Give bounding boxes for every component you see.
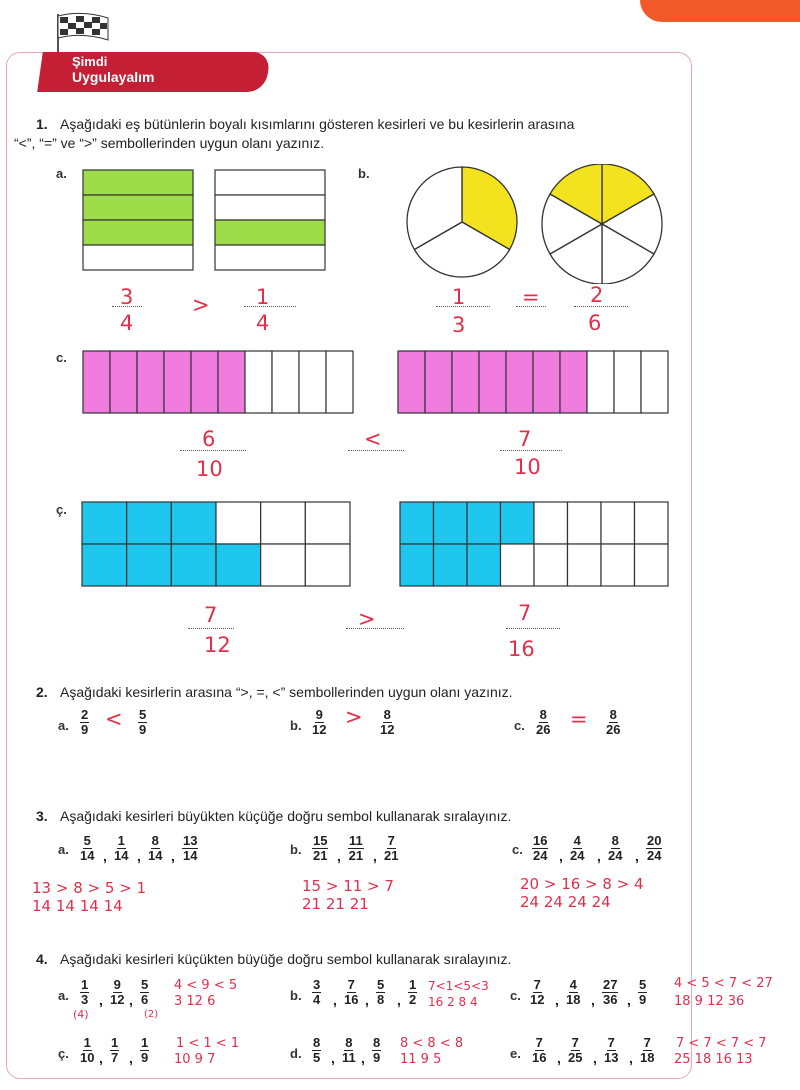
q1c-left-cell — [272, 351, 299, 413]
q3b-answer-nums: 15 > 11 > 7 — [302, 877, 394, 895]
comma: , — [635, 848, 639, 864]
q1c-right-num: 7 — [518, 427, 532, 451]
q3b-label: b. — [290, 842, 302, 857]
q3c-answer-dens: 24 24 24 24 — [520, 893, 611, 911]
q1cc-left-cell — [261, 544, 306, 586]
comma: , — [365, 992, 369, 1008]
q1cc-left-cell — [216, 502, 261, 544]
q1cc-grid-diagram — [80, 500, 680, 590]
q2a-label: a. — [58, 718, 69, 733]
q4cc-answer-dens: 10 9 7 — [174, 1052, 216, 1067]
comma: , — [629, 1050, 633, 1066]
q3-number: 3. — [36, 808, 48, 824]
q1c-left-line — [180, 450, 246, 451]
fraction: $\frac{1}{7}$ — [111, 1035, 119, 1065]
q4b-answer-dens: 16 2 8 4 — [428, 995, 478, 1009]
q1a-label: a. — [56, 166, 67, 181]
q1c-left-cell — [83, 351, 110, 413]
q1c-symbol: < — [364, 427, 382, 451]
q1c-right-cell — [398, 351, 425, 413]
fraction: $\frac{7}{16}$ — [532, 1035, 547, 1065]
q3c-answer-nums: 20 > 16 > 8 > 4 — [520, 875, 644, 893]
fraction: $\frac{7}{13}$ — [604, 1035, 619, 1065]
fraction: $\frac{1}{10}$ — [80, 1035, 95, 1065]
q4cc-label: ç. — [58, 1046, 69, 1061]
fraction: $\frac{1}{3}$ — [81, 977, 89, 1007]
q1-text-line2: “<”, “=” ve “>” sembollerinden uygun olanı yazınız. — [14, 135, 325, 151]
q1a-left-strip — [83, 170, 193, 195]
q1a-left-den: 4 — [120, 311, 134, 335]
q1c-left-cell — [218, 351, 245, 413]
q1a-left-strip — [83, 195, 193, 220]
q1c-right-cell — [533, 351, 560, 413]
q4d-answer-nums: 8 < 8 < 8 — [400, 1036, 464, 1051]
q1cc-left-cell — [82, 544, 127, 586]
q3a-answer-nums: 13 > 8 > 5 > 1 — [32, 879, 147, 897]
q2a-right-fraction: $\frac{5}{9}$ — [139, 707, 147, 737]
comma: , — [137, 848, 141, 864]
q1c-right-den: 10 — [514, 455, 541, 479]
q1cc-right-line — [506, 628, 560, 629]
q3b-answer-dens: 21 21 21 — [302, 895, 369, 913]
q1c-label: c. — [56, 350, 67, 365]
fraction: $\frac{13}{14}$ — [183, 833, 198, 863]
q3a-answer-dens: 14 14 14 14 — [32, 897, 123, 915]
comma: , — [337, 848, 341, 864]
banner-line2: Uygulayalım — [72, 69, 155, 85]
fraction: $\frac{8}{11}$ — [342, 1035, 356, 1065]
q1c-right-cell — [452, 351, 479, 413]
q1a-left-strip — [83, 245, 193, 270]
q1cc-symbol-line — [346, 628, 404, 629]
q1c-right-cell — [560, 351, 587, 413]
q1cc-right-cell — [434, 544, 468, 586]
q1c-left-cell — [164, 351, 191, 413]
q1cc-right-cell — [467, 544, 501, 586]
comma: , — [555, 992, 559, 1008]
q1a-right-strip — [215, 245, 325, 270]
q1cc-right-cell — [534, 544, 568, 586]
fraction: $\frac{4}{24}$ — [570, 833, 585, 863]
q1cc-right-cell — [501, 502, 535, 544]
q4e-answer-nums: 7 < 7 < 7 < 7 — [676, 1036, 767, 1051]
q2-number: 2. — [36, 684, 48, 700]
q1cc-right-cell — [568, 502, 602, 544]
q1b-label: b. — [358, 166, 370, 181]
fraction: $\frac{7}{21}$ — [384, 833, 399, 863]
q1c-right-cell — [506, 351, 533, 413]
q1b-right-num: 2 — [590, 283, 604, 307]
q1-text-line1: Aşağıdaki eş bütünlerin boyalı kısımlarını gösteren kesirleri ve bu kesirlerin arasına — [60, 116, 575, 132]
q1b-left-line — [436, 306, 490, 307]
q1cc-left-cell — [127, 502, 172, 544]
fraction: $\frac{1}{2}$ — [409, 977, 417, 1007]
fraction: $\frac{5}{9}$ — [639, 977, 647, 1007]
q4b-label: b. — [290, 988, 302, 1003]
q4d-label: d. — [290, 1046, 302, 1061]
q1cc-right-cell — [601, 544, 635, 586]
q1a-rect-diagram — [80, 168, 330, 272]
q1c-left-den: 10 — [196, 457, 223, 481]
q2b-answer: > — [345, 705, 363, 729]
fraction: $\frac{1}{14}$ — [114, 833, 129, 863]
q1a-left-num: 3 — [120, 285, 134, 309]
q1c-left-cell — [191, 351, 218, 413]
fraction: $\frac{27}{36}$ — [603, 977, 618, 1007]
q1b-symbol-line — [516, 306, 546, 307]
fraction: $\frac{5}{8}$ — [377, 977, 385, 1007]
q2b-left-fraction: $\frac{9}{12}$ — [312, 707, 327, 737]
q1cc-right-den: 16 — [508, 637, 535, 661]
q1c-right-cell — [614, 351, 641, 413]
q1cc-right-cell — [635, 544, 669, 586]
q4a-answer-nums: 4 < 9 < 5 — [174, 978, 238, 993]
q1a-right-strip — [215, 220, 325, 245]
comma: , — [397, 992, 401, 1008]
q1cc-left-cell — [171, 502, 216, 544]
q1cc-right-cell — [601, 502, 635, 544]
q1cc-left-cell — [127, 544, 172, 586]
q1c-left-cell — [326, 351, 353, 413]
q2c-label: c. — [514, 718, 525, 733]
q4-number: 4. — [36, 951, 48, 967]
comma: , — [627, 992, 631, 1008]
fraction: $\frac{7}{25}$ — [568, 1035, 583, 1065]
q1cc-right-num: 7 — [518, 601, 532, 625]
q4a-answer-dens: 3 12 6 — [174, 994, 216, 1009]
q4c-answer-dens: 18 9 12 36 — [674, 994, 745, 1009]
fraction: $\frac{8}{9}$ — [373, 1035, 381, 1065]
q1c-left-cell — [110, 351, 137, 413]
q4b-answer-nums: 7<1<5<3 — [428, 979, 489, 993]
comma: , — [103, 848, 107, 864]
q1a-left-line — [112, 306, 142, 307]
q4a-note2: (2) — [144, 1009, 159, 1020]
fraction: $\frac{1}{9}$ — [141, 1035, 149, 1065]
fraction: $\frac{4}{18}$ — [566, 977, 581, 1007]
comma: , — [559, 848, 563, 864]
q1c-left-cell — [245, 351, 272, 413]
comma: , — [593, 1050, 597, 1066]
q1a-symbol: > — [192, 293, 210, 317]
q4c-answer-nums: 4 < 5 < 7 < 27 — [674, 976, 773, 991]
q1cc-right-cell — [434, 502, 468, 544]
q4e-answer-dens: 25 18 16 13 — [674, 1052, 753, 1067]
q4cc-answer-nums: 1 < 1 < 1 — [176, 1036, 240, 1051]
q2a-left-fraction: $\frac{2}{9}$ — [81, 707, 89, 737]
comma: , — [591, 992, 595, 1008]
fraction: $\frac{8}{24}$ — [608, 833, 623, 863]
corner-tab — [640, 0, 800, 22]
q4d-answer-dens: 11 9 5 — [400, 1052, 442, 1067]
comma: , — [99, 1050, 103, 1066]
comma: , — [597, 848, 601, 864]
comma: , — [333, 992, 337, 1008]
q4e-label: e. — [510, 1046, 521, 1061]
q1a-left-strip — [83, 220, 193, 245]
q1b-right-line — [574, 306, 628, 307]
q1b-left-den: 3 — [452, 313, 466, 337]
fraction: $\frac{3}{4}$ — [313, 977, 321, 1007]
q2a-answer: < — [105, 707, 123, 731]
q1a-right-line — [244, 306, 296, 307]
q1cc-left-den: 12 — [204, 633, 231, 657]
fraction: $\frac{5}{14}$ — [80, 833, 95, 863]
q1cc-right-cell — [501, 544, 535, 586]
q1cc-left-cell — [82, 502, 127, 544]
q1cc-left-num: 7 — [204, 603, 218, 627]
q1b-right-den: 6 — [588, 311, 602, 335]
q1c-right-cell — [587, 351, 614, 413]
q1cc-right-cell — [635, 502, 669, 544]
q4c-label: c. — [510, 988, 521, 1003]
fraction: $\frac{8}{14}$ — [148, 833, 163, 863]
q4a-note1: (4) — [73, 1008, 89, 1021]
q2b-label: b. — [290, 718, 302, 733]
q1b-circle-diagram — [404, 164, 674, 284]
fraction: $\frac{9}{12}$ — [110, 977, 125, 1007]
q1b-left-num: 1 — [452, 285, 466, 309]
q4a-label: a. — [58, 988, 69, 1003]
q1cc-left-line — [188, 628, 234, 629]
q1a-right-den: 4 — [256, 311, 270, 335]
q1c-right-cell — [425, 351, 452, 413]
q1a-right-num: 1 — [256, 285, 270, 309]
q1cc-left-cell — [216, 544, 261, 586]
fraction: $\frac{20}{24}$ — [647, 833, 662, 863]
q1cc-label: ç. — [56, 502, 67, 517]
q1a-right-strip — [215, 170, 325, 195]
fraction: $\frac{15}{21}$ — [313, 833, 328, 863]
q3a-label: a. — [58, 842, 69, 857]
q1c-symbol-line — [348, 450, 404, 451]
fraction: $\frac{7}{12}$ — [530, 977, 545, 1007]
comma: , — [361, 1050, 365, 1066]
fraction: $\frac{16}{24}$ — [533, 833, 548, 863]
q1c-left-num: 6 — [202, 427, 216, 451]
q1c-bar-diagram — [80, 348, 680, 416]
q2c-right-fraction: $\frac{8}{26}$ — [606, 707, 621, 737]
q1cc-left-cell — [305, 544, 350, 586]
q3c-label: c. — [512, 842, 523, 857]
comma: , — [99, 992, 103, 1008]
q1-number: 1. — [36, 116, 48, 132]
q1cc-symbol: > — [358, 607, 376, 631]
comma: , — [373, 848, 377, 864]
fraction: $\frac{8}{5}$ — [313, 1035, 321, 1065]
banner-line1: Şimdi — [72, 54, 108, 69]
q2-text: Aşağıdaki kesirlerin arasına “>, =, <” sembollerinden uygun olanı yazınız. — [60, 684, 513, 700]
q1cc-right-cell — [568, 544, 602, 586]
q2c-left-fraction: $\frac{8}{26}$ — [536, 707, 551, 737]
q2b-right-fraction: $\frac{8}{12}$ — [380, 707, 395, 737]
comma: , — [129, 1050, 133, 1066]
q1c-left-cell — [299, 351, 326, 413]
q1cc-left-cell — [305, 502, 350, 544]
q1cc-left-cell — [171, 544, 216, 586]
fraction: $\frac{7}{16}$ — [344, 977, 359, 1007]
fraction: $\frac{7}{18}$ — [640, 1035, 655, 1065]
q1cc-right-cell — [534, 502, 568, 544]
q1cc-right-cell — [467, 502, 501, 544]
q1a-right-strip — [215, 195, 325, 220]
q1cc-right-cell — [400, 502, 434, 544]
q1cc-left-cell — [261, 502, 306, 544]
fraction: $\frac{5}{6}$ — [141, 977, 149, 1007]
q1c-right-cell — [479, 351, 506, 413]
q1c-right-cell — [641, 351, 668, 413]
comma: , — [331, 1050, 335, 1066]
comma: , — [557, 1050, 561, 1066]
comma: , — [129, 992, 133, 1008]
q1c-left-cell — [137, 351, 164, 413]
q2c-answer: = — [570, 707, 588, 731]
q1cc-right-cell — [400, 544, 434, 586]
fraction: $\frac{11}{21}$ — [348, 833, 364, 863]
q3-text: Aşağıdaki kesirleri büyükten küçüğe doğru sembol kullanarak sıralayınız. — [60, 808, 512, 824]
q1b-symbol: = — [522, 285, 540, 309]
q4-text: Aşağıdaki kesirleri küçükten büyüğe doğru sembol kullanarak sıralayınız. — [60, 951, 512, 967]
q1c-right-line — [500, 450, 562, 451]
comma: , — [171, 848, 175, 864]
